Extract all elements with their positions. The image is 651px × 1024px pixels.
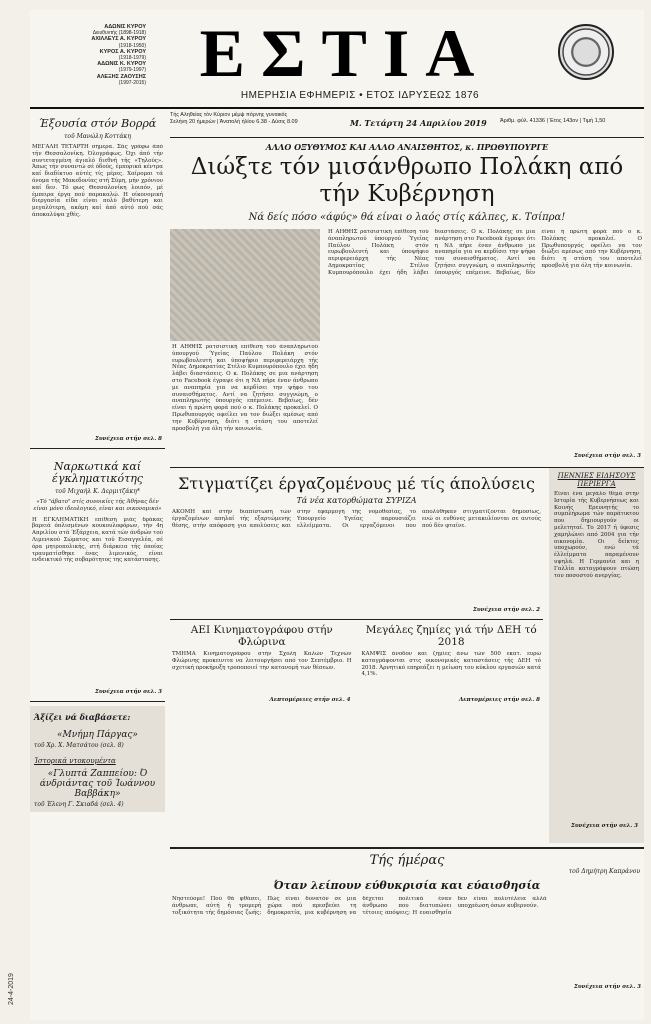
second-continue[interactable]: Συνέχεια στήν σελ. 2 xyxy=(472,607,540,613)
divider xyxy=(30,701,165,702)
read-more-heading: Άξίζει νά διαβάσετε: xyxy=(34,711,131,722)
second-deck: Τά νέα κατορθώματα ΣΥΡΙΖΑ xyxy=(296,496,417,505)
lead-headline[interactable]: Διώξτε τόν μισάνθρωπο Πολάκη από τήν Κυβέρνηση xyxy=(190,154,624,207)
column-headline[interactable]: Όταν λείπουν εύθυκρισία και εύαισθησία xyxy=(273,879,541,892)
read-more-item-title[interactable]: «Μνήμη Πάργας» xyxy=(57,729,138,740)
second-section xyxy=(170,467,644,843)
newspaper-page xyxy=(30,10,644,1020)
lead-deck: Νά δείς πόσο «άφύς» θά είναι ο λαός στίς κάλπες, κ. Τσίπρα! xyxy=(248,212,566,223)
opinion-title-2: Ναρκωτικά καί έγκληματικότης xyxy=(52,460,143,485)
right-sidebar-heading: ΠΕΝΝΙΕΣ ΕΙΔΗΣΟΥΣ ΠΕΡΙΕΡΓΑ xyxy=(557,472,636,488)
lead-photo xyxy=(170,229,320,341)
opinion-text-1: ΜΕΓΑΛΗ ΤΕΤΑΡΤΗ σήμερα. Σάς γράφω άπό τήν Θεσσαλονίκη. Όλογράφως. Όχι άπό τήν συντεταγμένη άγιαλό διεθνή τής «Τηλούς». Άπως τήν συναντώ σέ όδούς, έμπορικά κέντρα καί διαδίκτυο αύτές τίς μέρες. Χαίρομαι τά όνομα τής Μακεδονίας στή Σύμη, μήν χρόνιου καί δεν. Τό φως Θεσσαλονίκη λοιπόν, μέ έμπειρα έργα πού παρακαλώ. Η οίκονομική διεργασία είδα είναι πολύ βαθύτερη και μεγαλύτερη, ακόμη καί άπό αύτό πού σάς άποκαλύψα χθές. xyxy=(32,144,163,218)
founder-name: ΑΧΙΛΛΕΥΣ Α. ΚΥΡΟΥ xyxy=(91,36,146,43)
masthead-logo: ΕΣΤΙΑ xyxy=(199,15,491,91)
read-more-category: Ίστορικά ντοκουμέντα xyxy=(34,756,116,765)
right-sidebar-continue[interactable]: Συνέχεια στήν σελ. 3 xyxy=(570,823,638,829)
right-sidebar-text: Είναι ένα μεγάλο θέμα στην Ιστορία τής Κυβερνήσεως και Κοινής Ερευνητής το συμπλήρωμα τών παράτικτου που δημιουργούν οι μελετηταί. Το 2017 ή ύφεσις χαμηλώνει από 2004 για τήν οικονομία. Οι δείκτες υποχωρούν, ενώ τά έλλείμματα παραμένουν υψηλά. Η Γερμανία και η Γαλλία καταγράφουν πτώση του ποσοστού ανεργίας. xyxy=(554,491,639,579)
founder-name: ΚΥΡΟΣ Α. ΚΥΡΟΥ xyxy=(99,48,146,55)
column-text: Νηστεύομε! Πού θά φθάσει, άνθρωπε, αύτή ή τρομερή τοξικότητα τής δημόσιας ζωής; Πώς είναι δυνατόν σε μια χώρα πού πρεσβεύει τη δημοκρατία, μια κυβέρνηση να δέχεται πολιτικά έναν άνθρωπο που διατυπώνει τέτοιες απόψεις; Η ευαισθησία δεν είναι πολυτέλεια αλλά υποχρέωση όσων κυβερνούν. xyxy=(172,896,547,916)
lead-text-col-b: Η ΑΗΘΗΣ ρατσιστική επίθεση τού άναπληρωτού ύπουργού Ύγείας Παύλου Πολάκη στόν ευρωβουλευτή και ύποψήφιο περιφερειάρχη τής Νέας Δημοκρατίας Στέλιο Κυμπουρόπουλο έχει ήδη λάβει διαστάσεις. Ο κ. Πολάκης σε μια ανάρτηση στο Facebook έγραψε ότι η ΝΔ πήρε έναν άνθρωπο με αναπηρία για να κερδίσει την ψήφο του συναισθήματος. Αντί να ζητήσει συγγνώμη, ο αναπληρωτής ύπουργός επέμεινε. Βεβαίως, δέν είναι ή πρώτη φορά πού ο κ. Πολάκης προκαλεί. Ο Πρωθυπουργός οφείλει να τον διώξει αμέσως από την Κυβέρνηση, διότι η στάση του αποτελεί προσβολή για όλη τήν κοινωνία. xyxy=(328,229,642,276)
sub-a-headline[interactable]: ΑΕΙ Κινηματογράφου στήν Φλώρινα xyxy=(190,624,333,648)
second-text: ΑΚΟΜΗ καί στήν διαπίστωση τών έργαζομένων απηλαί τής εξαρτώμενης θέσης, στήν απόφαση για απολύσεις και στην εφαρμογή τής νομοθεσίας, το Υπουργείο Υγείας παρουσιάζει ελλείμματα. Οι εργαζόμενοι που απολύθηκαν στιγματίζονται δημοσίως, ενώ οι ευθύνες μετακυλίονται σε αυτούς πού δέν φταίνε. xyxy=(172,509,541,529)
lead-continue[interactable]: Συνέχεια στήν σελ. 3 xyxy=(573,453,641,459)
lead-kicker: ΑΛΛΟ ΟΞΥΘΥΜΟΣ ΚΑΙ ΑΛΛΟ ΑΝΑΙΣΘΗΤΟΣ, κ. ΠΡΩΘΥΠΟΥΡΓΕ xyxy=(265,142,549,152)
sub-a-continue[interactable]: Λεπτομέρειες στήν σελ. 4 xyxy=(269,697,351,703)
main-area xyxy=(170,110,644,992)
founders-list xyxy=(36,24,146,86)
left-column xyxy=(30,110,165,812)
third-section xyxy=(170,847,644,992)
right-sidebar-box xyxy=(549,468,644,843)
founder-role: (1918-1979) xyxy=(118,55,146,62)
founder-role: (1918-1950) xyxy=(118,42,146,49)
issue-date: Μ. Τετάρτη 24 Απριλίου 2019 xyxy=(350,118,487,128)
opinion-continue-1[interactable]: Συνέχεια στήν σελ. 8 xyxy=(94,436,162,442)
info-almanac: Τής Αληθείας τόν Κύριον μέμψ πόρνης γυναικός Σελήνη 20 ήμερών | Άνατολή ήλίου 6.38 - Δύσις 8.09 xyxy=(170,112,298,125)
opinion-continue-2[interactable]: Συνέχεια στήν σελ. 3 xyxy=(94,688,162,695)
opinion-title-1: Έξουσία στόν Βορρά xyxy=(38,117,157,130)
opinion-byline-1: τοῦ Μανώλη Κοττάκη xyxy=(64,133,131,140)
read-more-item-title[interactable]: «Γλυπτά Ζαππείου: Ό άνδριάντας τοῦ Ίωάννου Βαββάκη» xyxy=(39,768,156,799)
read-more-item-byline: τοῦ Έλενη Γ. Σκιαδά (σελ. 4) xyxy=(34,800,124,808)
opinion-text-2: Η ΕΓΚΛΗΜΑΤΙΚΗ επίθεση μιάς δράκας βαρειά όπλισμένων κουκουλοφόρων, τήν 4η Απριλίου στά Έξάρχεια, κατά τών άνδρών τού Λιμενικού Σώματος και τού Εισαγγελέα, σέ όρα μητροπολικής, στή διάρκεια τής όποίας τραυματίσθηκε ένας λιμενικός, είναι ενδεικτικό τής σοβαρότητος της κατάστασης. xyxy=(32,516,163,564)
emblem-seal-icon xyxy=(558,24,614,80)
lead-text-col-a: Η ΑΗΘΗΣ ρατσιστική επίθεση τού άναπληρωτού ύπουργού Ύγείας Παύλου Πολάκη στόν ευρωβουλευτή και ύποψήφιο περιφερειάρχη τής Νέας Δημοκρατίας Στέλιο Κυμπουρόπουλο έχει ήδη λάβει διαστάσεις. Ο κ. Πολάκης σε μια ανάρτηση στο Facebook έγραψε ότι η ΝΔ πήρε έναν άνθρωπο με αναπηρία για να κερδίσει την ψήφο του συναισθήματος. Αντί να ζητήσει συγγνώμη, ο αναπληρωτής ύπουργός επέμεινε. Βεβαίως, δέν είναι ή πρώτη φορά πού ο κ. Πολάκης προκαλεί. Ο Πρωθυπουργός οφείλει να τον διώξει αμέσως από την Κυβέρνηση, διότι η στάση του αποτελεί προσβολή για όλη τήν κοινωνία. xyxy=(172,344,318,432)
masthead-subtitle: ΗΜΕΡΗΣΙΑ ΕΦΗΜΕΡΙΣ • ΕΤΟΣ ΙΔΡΥΣΕΩΣ 1876 xyxy=(240,90,480,101)
founder-role: (1997-2015) xyxy=(118,79,146,86)
sub-a-text: ΤΜΗΜΑ Κινηματογράφου στήν Σχολή Καλών Τεχνών Φλώρινης προκεινιτα να λειτουργήσει από τον Σεπτέμβριο. Η σχετική προκήρυξη τροποποιεί την κατανομή των θέσεων. xyxy=(172,651,352,671)
sub-b-continue[interactable]: Λεπτομέρειες στήν σελ. 8 xyxy=(458,697,540,703)
founder-name: ΑΔΩΝΙΣ ΚΥΡΟΥ xyxy=(104,24,146,30)
sub-stories xyxy=(170,619,543,705)
column-title: Τής ήμέρας xyxy=(369,853,445,868)
read-more-item-byline: τοῦ Χρ. Χ. Ματσάτου (σελ. 8) xyxy=(34,741,124,749)
second-headline[interactable]: Στιγματίζει έργαζομένους μέ τίς άπολύσεις xyxy=(177,474,536,493)
founder-role: Διευθυντής (1898-1918) xyxy=(92,30,146,37)
opinion-byline-2: τοῦ Μιχαήλ Κ. Δερμιτζάκη* xyxy=(55,488,140,495)
divider xyxy=(30,448,165,449)
opinion-lead-2: «Τό "άβατο" στίς συνοικίες τής Άθήνας δέν είναι μόνο ιδεολογικό, είναι και οικονομικό» xyxy=(33,499,162,512)
issue-meta: Άριθμ. φύλ. 41336 | Έτος 143ον | Τιμή 1,50 xyxy=(500,118,606,124)
date-stamp: 24-4-2019 xyxy=(8,973,15,1005)
masthead-rule xyxy=(30,107,644,109)
founder-name: ΑΔΩΝΙΣ Κ. ΚΥΡΟΥ xyxy=(97,61,146,68)
founder-name: ΑΛΕΞΗΣ ΖΑΟΥΣΗΣ xyxy=(96,73,146,80)
column-continue[interactable]: Συνέχεια στήν σελ. 3 xyxy=(573,984,641,990)
info-line xyxy=(170,110,644,138)
founder-role: (1979-1997) xyxy=(118,67,146,74)
column-byline: τοῦ Δημήτρη Καπράνου xyxy=(568,868,640,875)
sub-b-headline[interactable]: Μεγάλες ζημίες γιά τήν ΔΕΗ τό 2018 xyxy=(365,624,537,648)
sub-b-text: ΚΑΜΨΙΣ άνοδον και ζημίες άνω τών 500 εκατ. ευρώ καταγράφονται στις οικονομικές καταστάσεις τής ΔΕΗ τό 2018. Άρνητικό επηρεάζει η μείωση του κύκλου εργασιών κατά 4,1%. xyxy=(361,651,541,678)
read-more-box xyxy=(30,706,165,812)
